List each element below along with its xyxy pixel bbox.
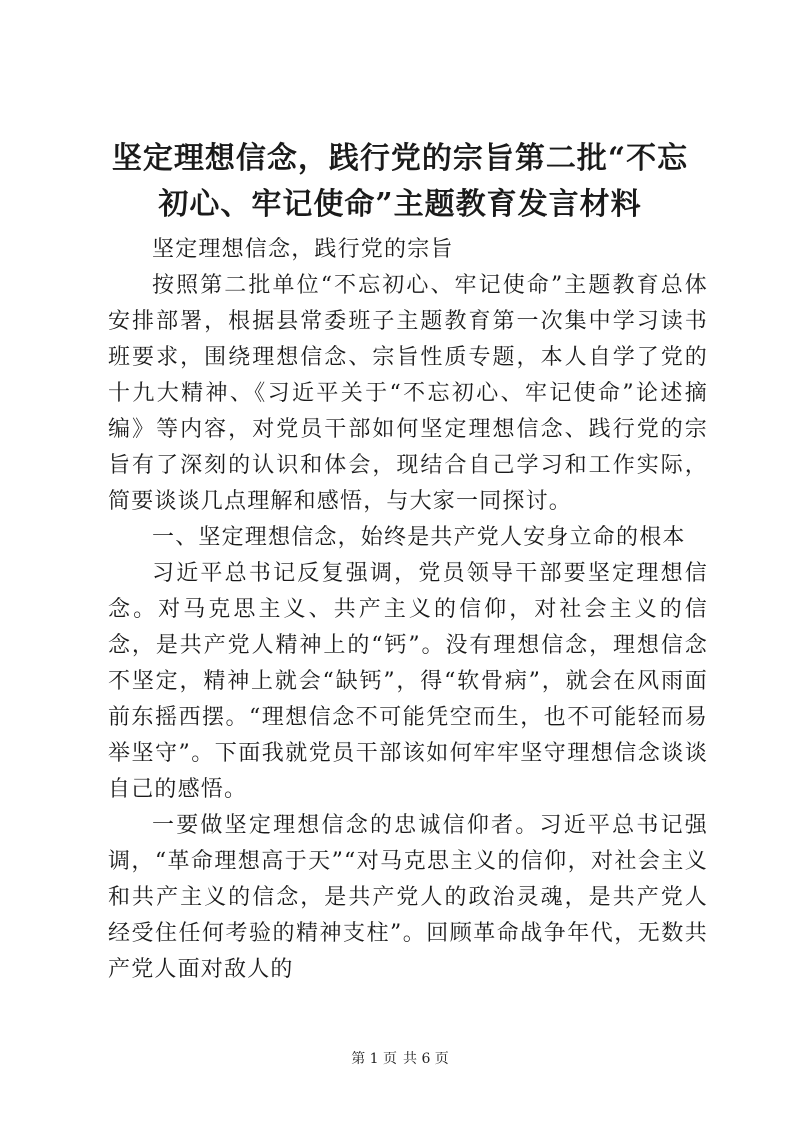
document-body xyxy=(108,232,708,988)
page-number: 第 1 页 xyxy=(351,1051,397,1067)
paragraph-intro: 按照第二批单位“不忘初心、牢记使命”主题教育总体安排部署，根据县常委班子主题教育第一次集中学习读书班要求，围绕理想信念、宗旨性质专题，本人自学了党的十九大精神、《习近平关于“不忘初心、牢记使命”论述摘编》等内容，对党员干部如何坚定理想信念、践行党的宗旨有了深刻的认识和体会，现结合自己学习和工作实际，简要谈谈几点理解和感悟，与大家一同探讨。 xyxy=(108,273,708,514)
document-title: 坚定理想信念，践行党的宗旨第二批“不忘初心、牢记使命”主题教育发言材料 xyxy=(111,141,689,222)
paragraph-subtitle: 坚定理想信念，践行党的宗旨 xyxy=(152,237,454,262)
paragraph-body: 一要做坚定理想信念的忠诚信仰者。习近平总书记强调，“革命理想高于天”“对马克思主义的信仰，对社会主义和共产主义的信念，是共产党人的政治灵魂，是共产党人经受住任何考验的精神支柱”。回顾革命战争年代，无数共产党人面对敌人的 xyxy=(108,813,708,982)
paragraph-body: 习近平总书记反复强调，党员领导干部要坚定理想信念。对马克思主义、共产主义的信仰，对社会主义的信念，是共产党人精神上的“钙”。没有理想信念，理想信念不坚定，精神上就会“缺钙”，得“软骨病”，就会在风雨面前东摇西摆。“理想信念不可能凭空而生，也不可能轻而易举坚守”。下面我就党员干部该如何牢牢坚守理想信念谈谈自己的感悟。 xyxy=(108,561,708,802)
page-total: 共 6 页 xyxy=(403,1051,449,1067)
page-footer xyxy=(0,1049,800,1069)
section-heading-1: 一、坚定理想信念，始终是共产党人安身立命的根本 xyxy=(152,525,686,550)
